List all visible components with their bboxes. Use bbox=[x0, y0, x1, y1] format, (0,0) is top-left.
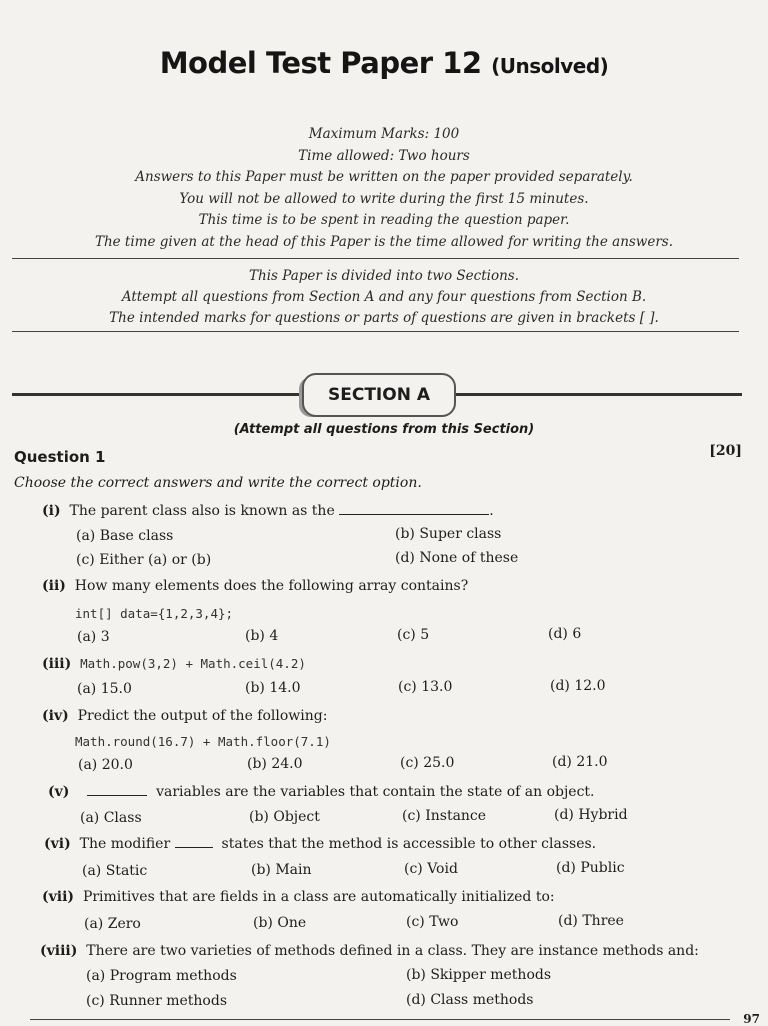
item-number: (v) bbox=[48, 784, 70, 800]
option: (b) Main bbox=[251, 862, 312, 878]
option: (a) Base class bbox=[76, 528, 174, 544]
divider-top bbox=[12, 258, 739, 259]
option: (d) 12.0 bbox=[550, 678, 606, 694]
max-marks: Maximum Marks: 100 bbox=[308, 126, 460, 142]
question-item bbox=[42, 578, 468, 594]
option: (c) Instance bbox=[402, 808, 487, 824]
option: (d) Hybrid bbox=[554, 807, 628, 823]
section-a-heading bbox=[302, 373, 456, 417]
option: (b) Super class bbox=[395, 526, 502, 542]
answer-blank bbox=[175, 847, 213, 848]
section-line-right bbox=[452, 393, 742, 396]
paper-info-attempt: Attempt all questions from Section A and any four questions from Section B. bbox=[121, 289, 647, 305]
option: (c) Runner methods bbox=[86, 993, 228, 1009]
instruction-answers: Answers to this Paper must be written on the paper provided separately. bbox=[135, 169, 633, 185]
section-note: (Attempt all questions from this Section) bbox=[233, 422, 535, 437]
paper-info-sections: This Paper is divided into two Sections. bbox=[249, 268, 519, 284]
option: (d) Public bbox=[556, 860, 625, 876]
option: (d) 6 bbox=[548, 626, 582, 642]
section-title: SECTION A bbox=[327, 385, 430, 405]
title-main: Model Test Paper 12 bbox=[159, 46, 482, 80]
item-text-end: . bbox=[489, 503, 494, 519]
instruction-reading: This time is to be spent in reading the question paper. bbox=[198, 212, 570, 228]
code-snippet: int[] data={1,2,3,4}; bbox=[75, 606, 234, 621]
option: (a) Static bbox=[82, 863, 148, 879]
time-allowed: Time allowed: Two hours bbox=[298, 148, 470, 164]
option: (b) Object bbox=[249, 809, 320, 825]
option: (a) Program methods bbox=[86, 968, 237, 984]
item-text: Predict the output of the following: bbox=[77, 708, 328, 724]
option: (a) 15.0 bbox=[77, 681, 132, 697]
item-text: Primitives that are fields in a class are automatically initialized to: bbox=[82, 889, 555, 905]
item-number: (iv) bbox=[42, 708, 69, 724]
option: (d) None of these bbox=[395, 550, 519, 566]
code-snippet: Math.pow(3,2) + Math.ceil(4.2) bbox=[80, 656, 306, 671]
answer-blank bbox=[87, 795, 147, 796]
item-text: The modifier bbox=[79, 836, 171, 852]
question-intro: Choose the correct answers and write the correct option. bbox=[14, 475, 422, 491]
option: (b) 24.0 bbox=[247, 756, 303, 772]
option: (b) 14.0 bbox=[245, 680, 301, 696]
question-item bbox=[42, 708, 327, 724]
option: (d) Three bbox=[558, 913, 624, 929]
page-title bbox=[0, 46, 768, 80]
option: (a) 20.0 bbox=[78, 757, 133, 773]
footer-line bbox=[30, 1019, 730, 1020]
question-marks: [20] bbox=[709, 443, 742, 459]
option: (c) Either (a) or (b) bbox=[76, 552, 212, 568]
item-number: (vi) bbox=[44, 836, 71, 852]
option: (b) One bbox=[253, 915, 307, 931]
option: (b) 4 bbox=[245, 628, 279, 644]
page-number: 97 bbox=[743, 1012, 760, 1026]
question-item bbox=[44, 836, 596, 852]
option: (c) Void bbox=[404, 861, 458, 877]
option: (c) Two bbox=[406, 914, 459, 930]
option: (d) 21.0 bbox=[552, 754, 608, 770]
question-item bbox=[48, 784, 595, 800]
option: (b) Skipper methods bbox=[406, 967, 552, 983]
title-sub: (Unsolved) bbox=[491, 54, 609, 78]
item-number: (ii) bbox=[42, 578, 66, 594]
item-number: (vii) bbox=[42, 889, 75, 905]
option: (c) 25.0 bbox=[400, 755, 455, 771]
option: (c) 5 bbox=[397, 627, 430, 643]
item-text: There are two varieties of methods defined in a class. They are instance methods and: bbox=[86, 943, 699, 959]
option: (a) Class bbox=[80, 810, 142, 826]
item-text: variables are the variables that contain the state of an object. bbox=[156, 784, 595, 800]
item-text-end: states that the method is accessible to other classes. bbox=[221, 836, 597, 852]
item-number: (iii) bbox=[42, 656, 72, 672]
item-text: The parent class also is known as the bbox=[69, 503, 335, 519]
option: (d) Class methods bbox=[406, 992, 534, 1008]
section-line-left bbox=[12, 393, 304, 396]
question-item bbox=[42, 889, 555, 905]
question-item bbox=[40, 943, 699, 959]
item-number: (viii) bbox=[40, 943, 78, 959]
question-title: Question 1 bbox=[14, 448, 106, 466]
item-text: How many elements does the following array contains? bbox=[74, 578, 469, 594]
instruction-time-given: The time given at the head of this Paper is the time allowed for writing the answers. bbox=[94, 234, 674, 250]
question-item bbox=[42, 503, 494, 519]
option: (c) 13.0 bbox=[398, 679, 453, 695]
paper-info-marks: The intended marks for questions or parts of questions are given in brackets [ ]. bbox=[109, 310, 659, 326]
instruction-no-writing: You will not be allowed to write during the first 15 minutes. bbox=[179, 191, 589, 207]
option: (a) Zero bbox=[84, 916, 141, 932]
option: (a) 3 bbox=[77, 629, 110, 645]
code-snippet: Math.round(16.7) + Math.floor(7.1) bbox=[75, 734, 331, 749]
question-item bbox=[42, 656, 306, 672]
answer-blank bbox=[339, 514, 489, 515]
item-number: (i) bbox=[42, 503, 61, 519]
divider-bottom bbox=[12, 331, 739, 332]
